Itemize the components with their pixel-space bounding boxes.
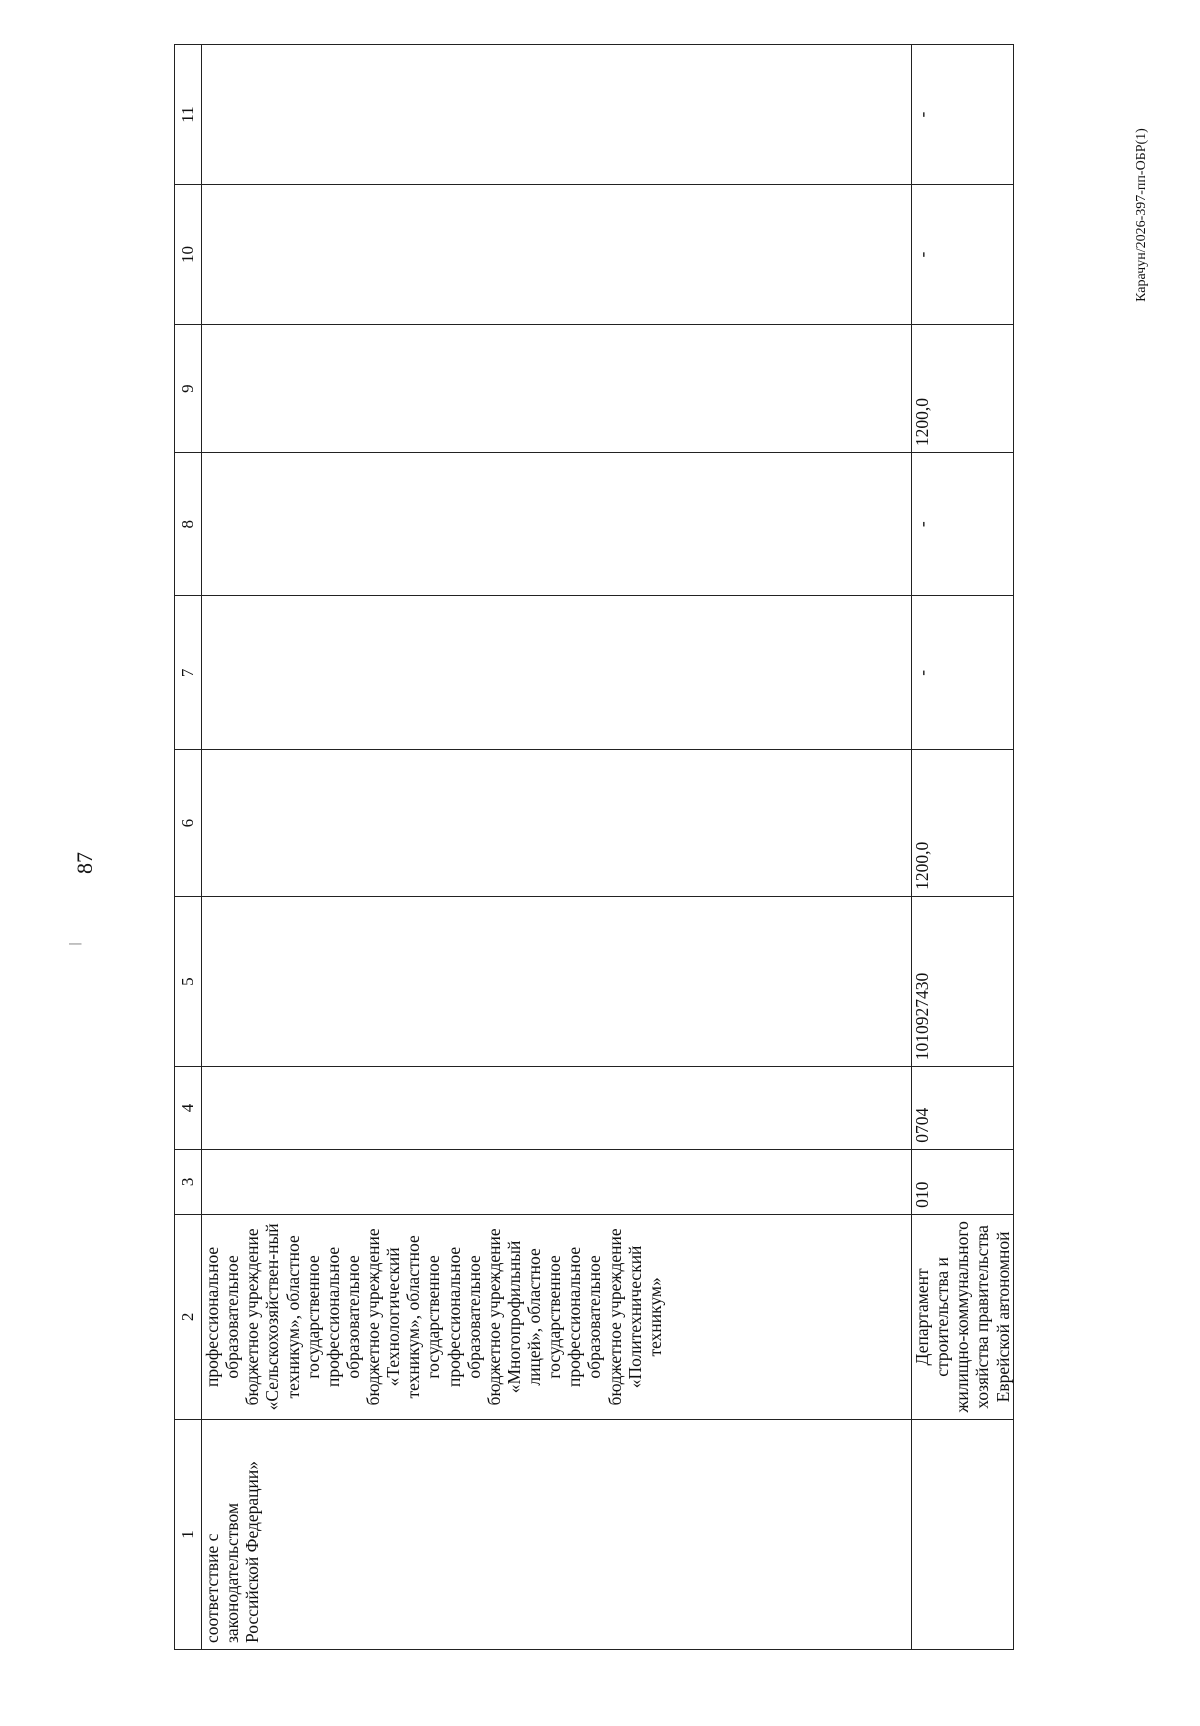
cell-empty <box>202 325 912 453</box>
header-col-8: 8 <box>175 453 202 596</box>
cell-empty <box>202 896 912 1066</box>
cell-ministry-code: 010 <box>912 1149 1014 1214</box>
header-col-1: 1 <box>175 1419 202 1649</box>
header-col-7: 7 <box>175 596 202 750</box>
budget-table <box>174 44 1014 1650</box>
cell-empty <box>912 1419 1014 1649</box>
cell-target-code: 1010927430 <box>912 896 1014 1066</box>
header-col-3: 3 <box>175 1149 202 1214</box>
cell-department: Департамент строительства и жилищно-коммунального хозяйства правительства Еврейской автономной <box>912 1214 1014 1419</box>
cell-empty <box>202 750 912 897</box>
cell-amount-col11: - <box>912 45 1014 185</box>
binding-mark: | <box>67 942 83 946</box>
cell-empty <box>202 1067 912 1149</box>
table-row <box>202 45 912 1650</box>
table-container <box>174 44 1013 1650</box>
header-col-6: 6 <box>175 750 202 897</box>
page-number: 87 <box>72 852 97 874</box>
header-col-11: 11 <box>175 45 202 185</box>
table-row <box>912 45 1014 1650</box>
cell-recipients: профессиональное образовательное бюджетное учреждение «Сельскохозяйствен-ный техникум», областное государственное профессиональное образовательное бюджетное учреждение «Технологический техникум», областное государственное профессиональное образовательное бюджетное учреждение «Многопрофильный лицей», областное государственное профессиональное образовательное бюджетное учреждение «Политехнический техникум» <box>202 1214 912 1419</box>
header-col-9: 9 <box>175 325 202 453</box>
cell-amount-col9: 1200,0 <box>912 325 1014 453</box>
cell-empty <box>202 453 912 596</box>
header-col-5: 5 <box>175 896 202 1066</box>
cell-amount-col10: - <box>912 185 1014 325</box>
cell-legal-basis: соответствие с законодательством Российской Федерации» <box>202 1419 912 1649</box>
cell-empty <box>202 185 912 325</box>
cell-empty <box>202 596 912 750</box>
cell-amount-col7: - <box>912 596 1014 750</box>
table-header-row <box>175 45 202 1650</box>
cell-amount-col8: - <box>912 453 1014 596</box>
cell-section-code: 0704 <box>912 1067 1014 1149</box>
cell-empty <box>202 1149 912 1214</box>
header-col-10: 10 <box>175 185 202 325</box>
cell-amount-total: 1200,0 <box>912 750 1014 897</box>
cell-empty <box>202 45 912 185</box>
header-col-4: 4 <box>175 1067 202 1149</box>
header-col-2: 2 <box>175 1214 202 1419</box>
document-code: Карачун/2026-397-пп-ОБР(1) <box>1134 128 1149 302</box>
